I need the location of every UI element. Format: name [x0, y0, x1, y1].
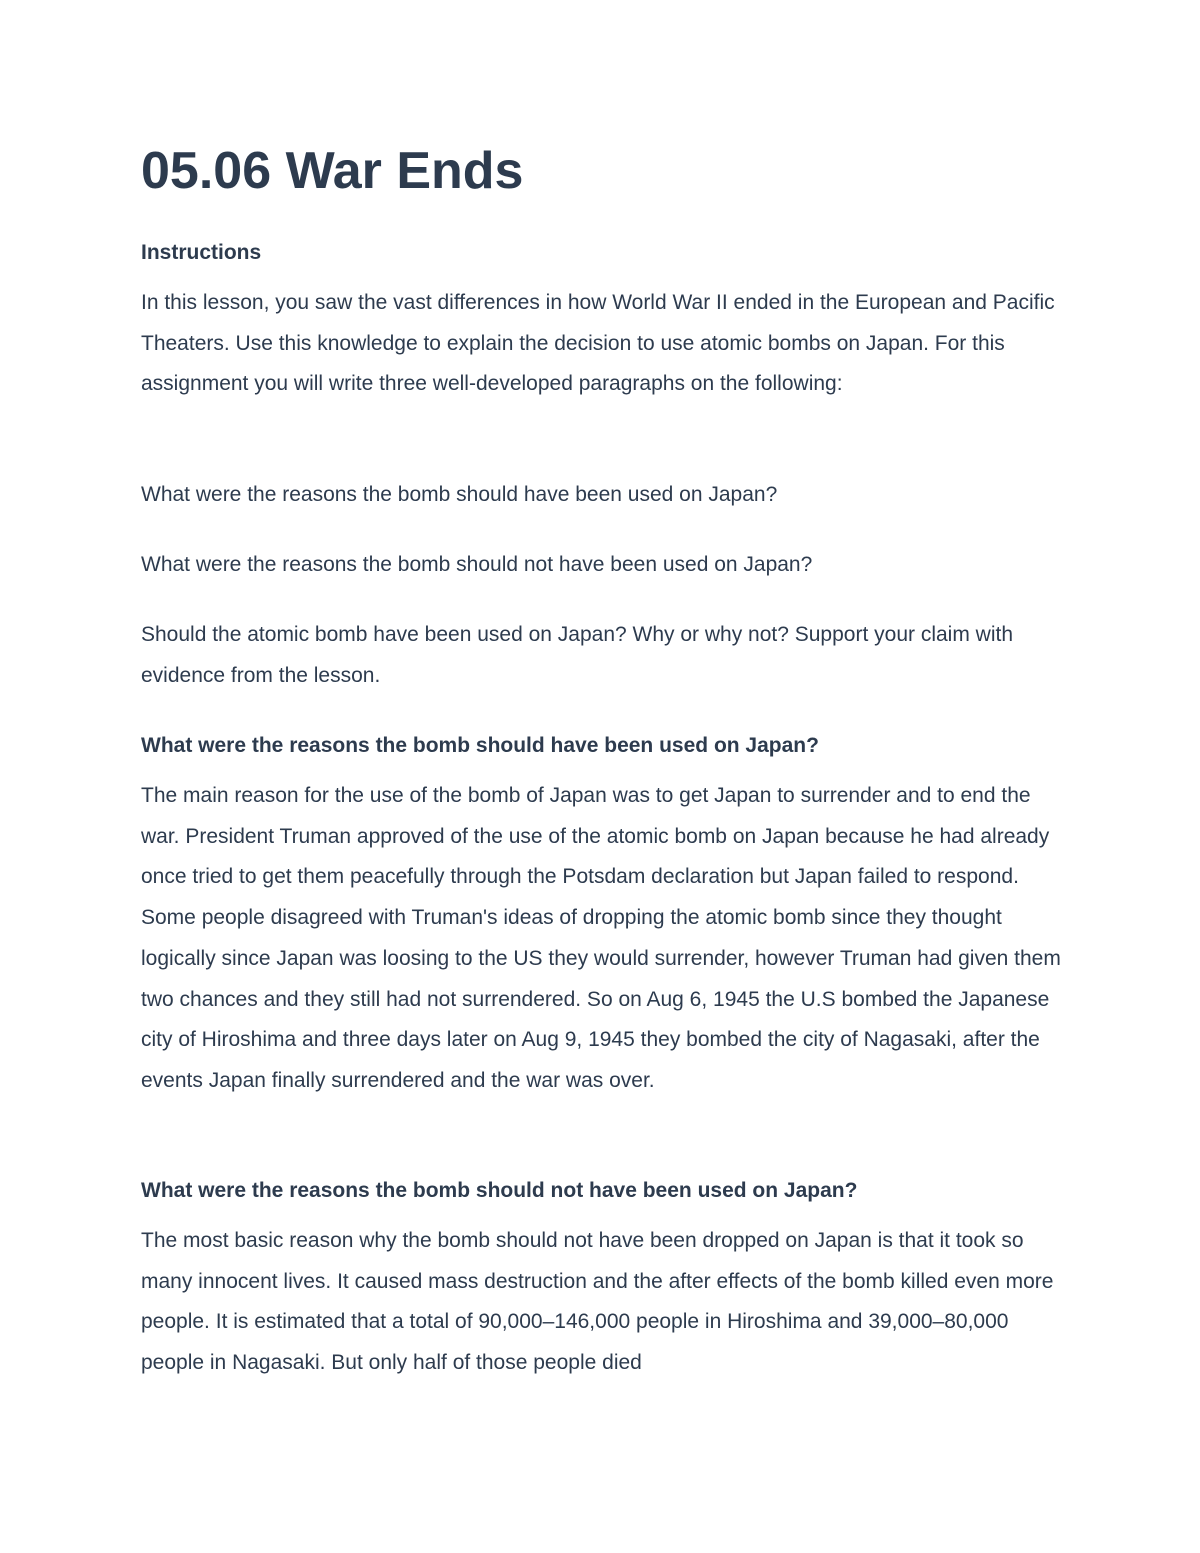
prompt-3: Should the atomic bomb have been used on Japan? Why or why not? Support your claim with evidence from the lesson. — [141, 623, 1014, 687]
section-2-heading: What were the reasons the bomb should not have been used on Japan? — [141, 1179, 858, 1202]
instructions-label: Instructions — [141, 241, 262, 264]
page-title: 05.06 War Ends — [141, 142, 524, 200]
section-1-heading: What were the reasons the bomb should have been used on Japan? — [141, 734, 819, 757]
section-1-body: The main reason for the use of the bomb of Japan was to get Japan to surrender and to end the war. President Truman approved of the use of the atomic bomb on Japan because he had already once tried to get them peacefully through the Potsdam declaration but Japan failed to respond. Some people disagreed with Truman's ideas of dropping the atomic bomb since they thought logically since Japan was loosing to the US they would surrender, however Truman had given them two chances and they still had not surrendered. So on Aug 6, 1945 the U.S bombed the Japanese city of Hiroshima and three days later on Aug 9, 1945 they bombed the city of Nagasaki, after the events Japan finally surrendered and the war was over. — [141, 784, 1061, 1092]
prompt-2: What were the reasons the bomb should not have been used on Japan? — [141, 553, 813, 576]
instructions-text: In this lesson, you saw the vast differences in how World War II ended in the European and Pacific Theaters. Use this knowledge to explain the decision to use atomic bombs on Japan. For this assignment you will write three well-developed paragraphs on the following: — [141, 291, 1055, 396]
section-2-body: The most basic reason why the bomb should not have been dropped on Japan is that it took so many innocent lives. It caused mass destruction and the after effects of the bomb killed even more people. It is estimated that a total of 90,000–146,000 people in Hiroshima and 39,000–80,000 people in Nagasaki. But only half of those people died — [141, 1229, 1054, 1375]
prompt-1: What were the reasons the bomb should have been used on Japan? — [141, 483, 778, 506]
